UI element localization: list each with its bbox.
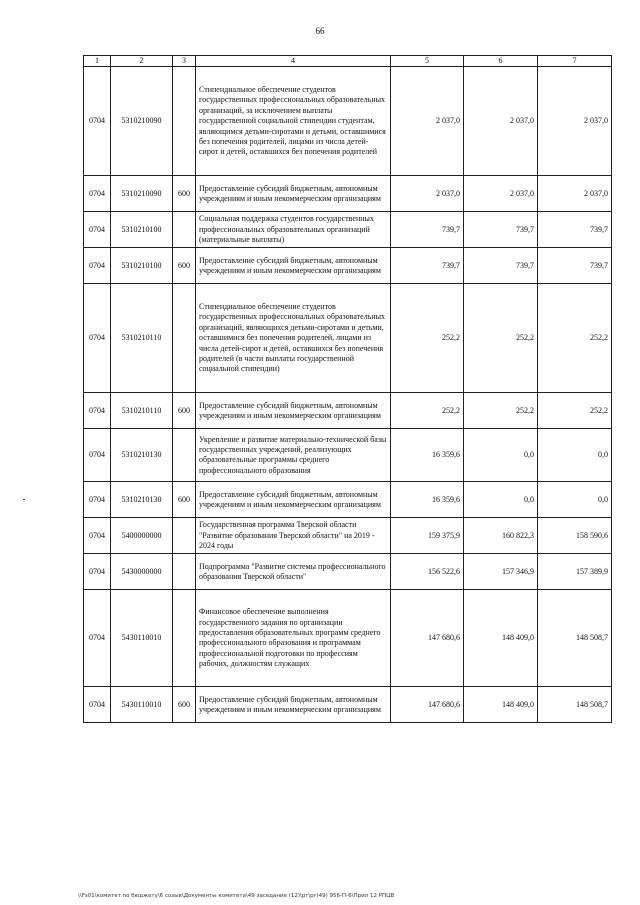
target-code-cell: 5310210110: [111, 284, 173, 393]
value-col5-cell: 739,7: [391, 212, 464, 248]
description-cell: Стипендиальное обеспечение студентов государственных профессиональных образовательных организаций, за исключением выплаты государственной социальной стипендии студентам, являющимся детьми-сиротами и детьми, оставшимися без попечения родителей, лицами из числа детей-сирот и детей, оставшихся без попечения родителей: [196, 67, 391, 176]
section-code-cell: 0704: [84, 176, 111, 212]
section-code-cell: 0704: [84, 590, 111, 687]
value-col7-cell: 2 037,0: [538, 67, 612, 176]
value-col6-cell: 157 346,9: [464, 554, 538, 590]
expense-type-cell: 600: [173, 687, 196, 723]
value-col5-cell: 739,7: [391, 248, 464, 284]
target-code-cell: 5310210110: [111, 393, 173, 429]
table-row: [84, 590, 612, 687]
section-code-cell: 0704: [84, 212, 111, 248]
header-col-7: 7: [538, 56, 612, 67]
value-col7-cell: 158 590,6: [538, 518, 612, 554]
expense-type-cell: 600: [173, 176, 196, 212]
section-code-cell: 0704: [84, 554, 111, 590]
expense-type-cell: 600: [173, 482, 196, 518]
value-col5-cell: 2 037,0: [391, 67, 464, 176]
description-cell: Государственная программа Тверской области "Развитие образования Тверской области" на 2019 - 2024 годы: [196, 518, 391, 554]
value-col5-cell: 252,2: [391, 284, 464, 393]
value-col6-cell: 160 822,3: [464, 518, 538, 554]
value-col6-cell: 0,0: [464, 429, 538, 482]
value-col5-cell: 147 680,6: [391, 590, 464, 687]
table-row: [84, 176, 612, 212]
expense-type-cell: [173, 518, 196, 554]
value-col5-cell: 147 680,6: [391, 687, 464, 723]
expense-type-cell: [173, 67, 196, 176]
value-col6-cell: 2 037,0: [464, 176, 538, 212]
value-col5-cell: 156 522,6: [391, 554, 464, 590]
description-cell: Предоставление субсидий бюджетным, автономным учреждениям и иным некоммерческим организациям: [196, 482, 391, 518]
value-col6-cell: 739,7: [464, 212, 538, 248]
section-code-cell: 0704: [84, 248, 111, 284]
header-col-6: 6: [464, 56, 538, 67]
value-col7-cell: 739,7: [538, 212, 612, 248]
description-cell: Стипендиальное обеспечение студентов государственных профессиональных образовательных организаций, являющихся детьми-сиротами и детьми, оставшимися без попечения родителей, лицами из числа детей-сирот и детей, оставшихся без попечения родителей (в части выплаты государственной социальной стипендии): [196, 284, 391, 393]
section-code-cell: 0704: [84, 687, 111, 723]
page-number: 66: [315, 26, 325, 36]
header-row: [84, 56, 612, 67]
description-cell: Социальная поддержка студентов государственных профессиональных образовательных организаций (материальные выплаты): [196, 212, 391, 248]
target-code-cell: 5430110010: [111, 590, 173, 687]
expense-type-cell: [173, 429, 196, 482]
section-code-cell: 0704: [84, 482, 111, 518]
value-col7-cell: 148 508,7: [538, 687, 612, 723]
table-row: [84, 67, 612, 176]
description-cell: Предоставление субсидий бюджетным, автономным учреждениям и иным некоммерческим организациям: [196, 687, 391, 723]
value-col5-cell: 2 037,0: [391, 176, 464, 212]
expense-type-cell: [173, 284, 196, 393]
target-code-cell: 5430000000: [111, 554, 173, 590]
value-col6-cell: 739,7: [464, 248, 538, 284]
description-cell: Предоставление субсидий бюджетным, автономным учреждениям и иным некоммерческим организациям: [196, 393, 391, 429]
header-col-4: 4: [196, 56, 391, 67]
value-col6-cell: 252,2: [464, 393, 538, 429]
header-col-3: 3: [173, 56, 196, 67]
target-code-cell: 5310210090: [111, 67, 173, 176]
table-row: [84, 687, 612, 723]
target-code-cell: 5310210090: [111, 176, 173, 212]
target-code-cell: 5310210100: [111, 212, 173, 248]
description-cell: Подпрограмма "Развитие системы профессионального образования Тверской области": [196, 554, 391, 590]
expense-type-cell: 600: [173, 393, 196, 429]
table-row: [84, 393, 612, 429]
value-col7-cell: 252,2: [538, 284, 612, 393]
table-row: [84, 554, 612, 590]
value-col7-cell: 0,0: [538, 429, 612, 482]
value-col7-cell: 157 389,9: [538, 554, 612, 590]
value-col7-cell: 148 508,7: [538, 590, 612, 687]
target-code-cell: 5310210130: [111, 429, 173, 482]
scan-mark: [23, 499, 25, 500]
table-row: [84, 482, 612, 518]
expense-type-cell: 600: [173, 248, 196, 284]
target-code-cell: 5310210130: [111, 482, 173, 518]
target-code-cell: 5430110010: [111, 687, 173, 723]
table-row: [84, 212, 612, 248]
value-col6-cell: 148 409,0: [464, 590, 538, 687]
target-code-cell: 5310210100: [111, 248, 173, 284]
budget-table: [83, 55, 612, 723]
header-col-1: 1: [84, 56, 111, 67]
expense-type-cell: [173, 212, 196, 248]
section-code-cell: 0704: [84, 518, 111, 554]
section-code-cell: 0704: [84, 67, 111, 176]
value-col5-cell: 16 359,6: [391, 429, 464, 482]
description-cell: Предоставление субсидий бюджетным, автономным учреждениям и иным некоммерческим организациям: [196, 176, 391, 212]
value-col6-cell: 148 409,0: [464, 687, 538, 723]
section-code-cell: 0704: [84, 429, 111, 482]
table-row: [84, 429, 612, 482]
expense-type-cell: [173, 554, 196, 590]
value-col6-cell: 0,0: [464, 482, 538, 518]
target-code-cell: 5400000000: [111, 518, 173, 554]
description-cell: Укрепление и развитие материально-технической базы государственных учреждений, реализующих образовательные программы среднего профессионального образования: [196, 429, 391, 482]
value-col5-cell: 16 359,6: [391, 482, 464, 518]
table-row: [84, 284, 612, 393]
expense-type-cell: [173, 590, 196, 687]
value-col7-cell: 0,0: [538, 482, 612, 518]
value-col6-cell: 2 037,0: [464, 67, 538, 176]
value-col7-cell: 739,7: [538, 248, 612, 284]
table-row: [84, 518, 612, 554]
table-row: [84, 248, 612, 284]
value-col7-cell: 252,2: [538, 393, 612, 429]
value-col7-cell: 2 037,0: [538, 176, 612, 212]
file-path-footer: \\Fs01\комитет по бюджету\6 созыв\Документы комитета\49 заседание (12)\рг\рг(49) 956-П-6\Прил 12 РПЦВ: [78, 893, 395, 899]
table-body: [84, 67, 612, 723]
value-col5-cell: 159 375,9: [391, 518, 464, 554]
header-col-5: 5: [391, 56, 464, 67]
description-cell: Финансовое обеспечение выполнения государственного задания по организации предоставления образовательных программ среднего профессионального образования и программам профессиональной подготовки по профессиям рабочих, должностям служащих: [196, 590, 391, 687]
section-code-cell: 0704: [84, 284, 111, 393]
header-col-2: 2: [111, 56, 173, 67]
section-code-cell: 0704: [84, 393, 111, 429]
value-col5-cell: 252,2: [391, 393, 464, 429]
description-cell: Предоставление субсидий бюджетным, автономным учреждениям и иным некоммерческим организациям: [196, 248, 391, 284]
value-col6-cell: 252,2: [464, 284, 538, 393]
